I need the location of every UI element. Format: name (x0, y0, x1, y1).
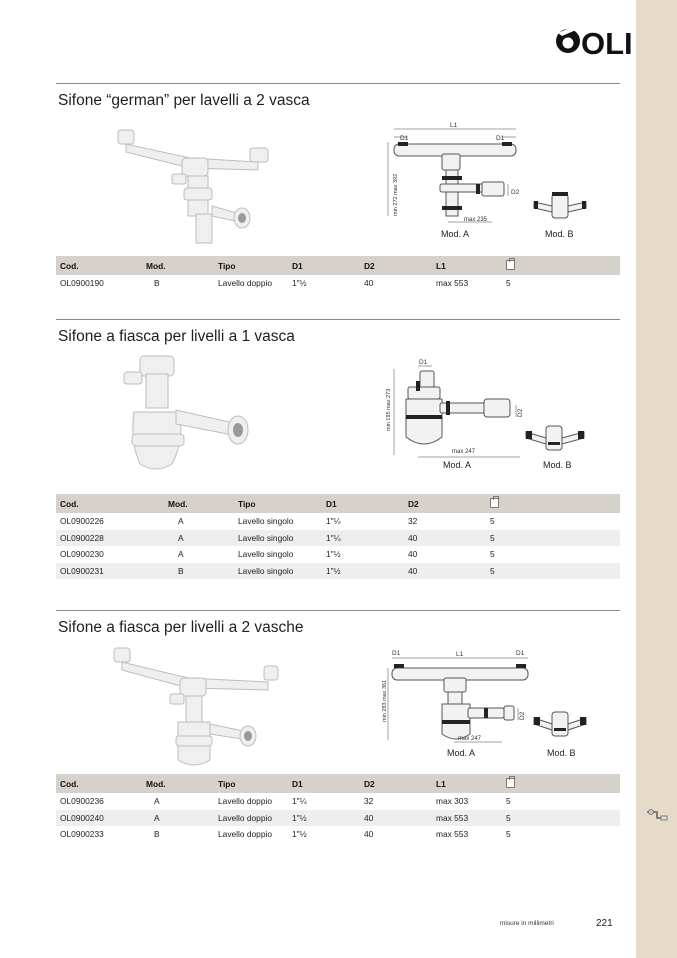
cell-d2: 32 (364, 796, 374, 807)
mod-a-label: Mod. A (441, 229, 470, 239)
dim-height: min 283 max 361 (382, 679, 388, 722)
mod-b-label: Mod. B (547, 748, 576, 758)
dim-d1-right: D1 (496, 135, 505, 142)
section-title: Sifone “german” per lavelli a 2 vasca (58, 92, 310, 109)
page-number: 221 (596, 918, 613, 929)
cell-d2: 40 (360, 810, 432, 827)
cell-code: OL0900190 (60, 278, 104, 289)
table-row (56, 530, 620, 547)
cell-l1: max 303 (436, 796, 469, 807)
col-mod: Mod. (164, 494, 234, 513)
cell-code: OL0900230 (60, 549, 104, 560)
cell-mod: A (178, 516, 184, 527)
dim-width: max 235 (464, 217, 488, 223)
cell-pack: 5 (502, 810, 620, 827)
cell-type: Lavello singolo (234, 530, 322, 547)
cell-pack: 5 (486, 530, 620, 547)
cell-type: Lavello doppio (214, 810, 288, 827)
variant-b-drawing-2 (522, 420, 588, 456)
cell-type: Lavello doppio (218, 829, 273, 840)
col-mod: Mod. (142, 256, 214, 275)
cell-d1: 1"½ (322, 563, 404, 580)
table-row (56, 513, 620, 530)
section-divider (56, 610, 620, 611)
cell-code: OL0900231 (56, 563, 164, 580)
section-title: Sifone a fiasca per livelli a 1 vasca (58, 328, 295, 345)
technical-drawing-3 (380, 646, 540, 746)
cell-d2: 32 (408, 516, 418, 527)
cell-pack: 5 (506, 829, 511, 840)
cell-mod: B (154, 829, 160, 840)
cell-mod: B (164, 563, 234, 580)
dim-width: max 247 (452, 449, 476, 455)
cell-mod: A (164, 530, 234, 547)
package-icon (506, 260, 515, 270)
bottle-siphon-photo (110, 352, 270, 482)
cell-type: Lavello doppio (218, 796, 273, 807)
variant-b-drawing-1 (530, 188, 590, 224)
footer-note: misure in millimetri (500, 920, 554, 927)
col-d1: D1 (322, 494, 404, 513)
cell-pack: 5 (506, 278, 511, 289)
cell-d2: 40 (404, 563, 486, 580)
col-d1: D1 (288, 256, 360, 275)
spec-table (56, 256, 620, 292)
col-code: Cod. (56, 256, 142, 275)
cell-code: OL0900240 (56, 810, 142, 827)
cell-code: OL0900228 (56, 530, 164, 547)
cell-mod: A (178, 549, 184, 560)
table-row (56, 793, 620, 810)
cell-d1: 1"½ (292, 278, 307, 289)
cell-code: OL0900233 (60, 829, 104, 840)
col-pack (502, 774, 620, 793)
cell-pack: 5 (486, 563, 620, 580)
cell-d1: 1"½ (292, 829, 307, 840)
table-row (56, 546, 620, 563)
package-icon (506, 778, 515, 788)
dim-height: min 272 max 392 (393, 173, 399, 216)
cell-code: OL0900236 (60, 796, 104, 807)
dim-d1-left: D1 (392, 650, 401, 657)
spec-table (56, 494, 620, 579)
col-type: Tipo (214, 774, 288, 793)
dim-d1-left: D1 (400, 135, 409, 142)
double-bottle-siphon-photo (100, 644, 280, 774)
col-pack (486, 494, 620, 513)
cell-d1: 1"½ (326, 549, 341, 560)
cell-type: Lavello doppio (218, 278, 273, 289)
dim-d2: D2 (517, 408, 524, 417)
dim-l1: L1 (456, 651, 464, 658)
section-divider (56, 83, 620, 84)
table-header (56, 256, 620, 275)
col-d2: D2 (360, 774, 432, 793)
cell-mod: A (142, 810, 214, 827)
col-mod: Mod. (142, 774, 214, 793)
section-title: Sifone a fiasca per livelli a 2 vasche (58, 619, 304, 636)
col-d1: D1 (288, 774, 360, 793)
dim-d1: D1 (419, 359, 428, 366)
col-d2: D2 (360, 256, 432, 275)
cell-d1: 1"¼ (326, 516, 341, 527)
mod-a-label: Mod. A (447, 748, 476, 758)
table-row (56, 810, 620, 827)
dim-l1: L1 (450, 122, 458, 129)
cell-mod: B (154, 278, 160, 289)
mod-a-label: Mod. A (443, 460, 472, 470)
siphon-photo-double (100, 118, 280, 248)
col-type: Tipo (214, 256, 288, 275)
cell-d2: 40 (364, 278, 374, 289)
variant-b-drawing-3 (530, 706, 590, 742)
brand-logo (554, 24, 633, 61)
cell-pack: 5 (506, 796, 511, 807)
table-header (56, 494, 620, 513)
technical-drawing-2 (380, 355, 540, 461)
cell-code: OL0900226 (60, 516, 104, 527)
cell-l1: max 553 (436, 829, 469, 840)
cell-d2: 40 (404, 530, 486, 547)
mod-b-label: Mod. B (543, 460, 572, 470)
cell-type: Lavello singolo (238, 516, 294, 527)
cell-type: Lavello singolo (234, 563, 322, 580)
col-d2: D2 (404, 494, 486, 513)
cell-d2: 40 (364, 829, 374, 840)
cell-d1: 1"¼ (322, 530, 404, 547)
cell-d2: 40 (408, 549, 418, 560)
col-type: Tipo (234, 494, 322, 513)
col-code: Cod. (56, 494, 164, 513)
cell-d1: 1"¼ (292, 796, 307, 807)
dim-d2: D2 (519, 711, 526, 720)
cell-d1: 1"½ (288, 810, 360, 827)
col-code: Cod. (56, 774, 142, 793)
table-row (56, 275, 620, 292)
mod-b-label: Mod. B (545, 229, 574, 239)
cell-l1: max 553 (432, 810, 502, 827)
table-row (56, 563, 620, 580)
table-row (56, 826, 620, 843)
dim-d1-right: D1 (516, 650, 525, 657)
package-icon (490, 498, 499, 508)
siphon-icon (645, 808, 669, 822)
col-l1: L1 (432, 256, 502, 275)
dim-d2: D2 (511, 189, 520, 196)
cell-pack: 5 (490, 549, 495, 560)
col-pack (502, 256, 620, 275)
cell-mod: A (154, 796, 160, 807)
dim-height: min 195 max 273 (386, 388, 392, 431)
cell-type: Lavello singolo (238, 549, 294, 560)
col-l1: L1 (432, 774, 502, 793)
cell-pack: 5 (490, 516, 495, 527)
brand-logo-text: OLI (581, 26, 633, 61)
spec-table (56, 774, 620, 843)
table-header (56, 774, 620, 793)
section-divider (56, 319, 620, 320)
dim-width: max 247 (458, 736, 482, 742)
cell-l1: max 553 (436, 278, 469, 289)
